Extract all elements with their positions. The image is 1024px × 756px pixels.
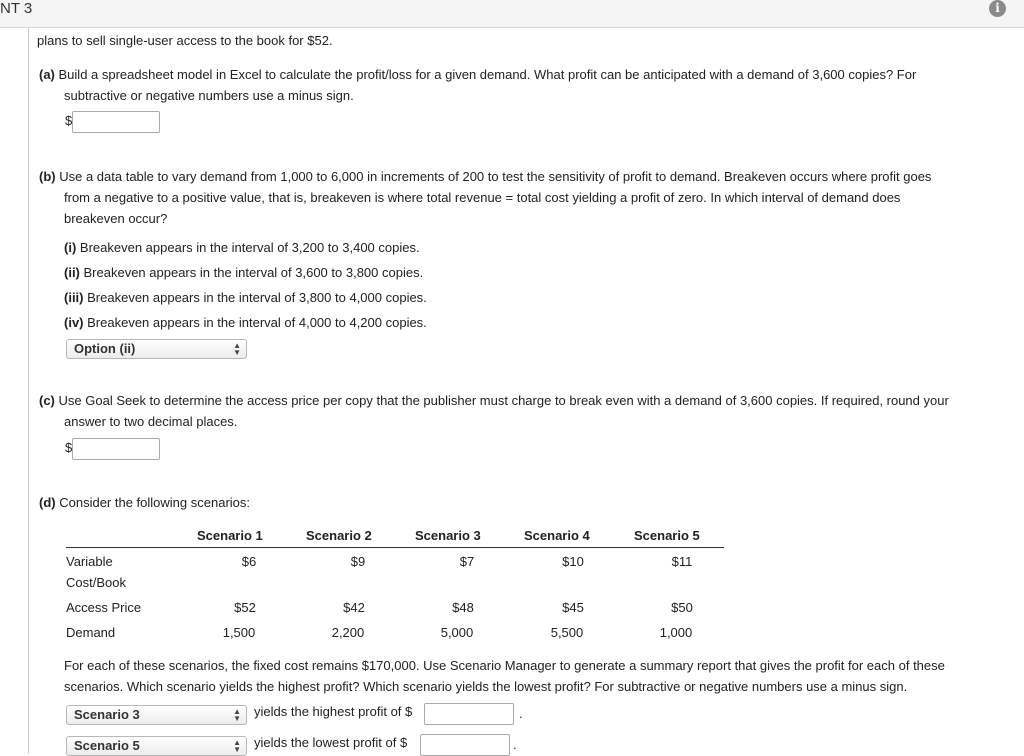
part-a-text1: Build a spreadsheet model in Excel to calculate the profit/loss for a given demand. What profit can be anticipated with a demand of 3,600 copies? For (58, 67, 917, 82)
part-a-line1 (39, 64, 916, 85)
option-ii-text: Breakeven appears in the interval of 3,600 to 3,800 copies. (83, 265, 424, 280)
part-a-currency: $ (65, 113, 73, 128)
table-cell: 5,000 (440, 625, 474, 640)
option-i-label: (i) (64, 240, 77, 255)
select-arrows-icon: ▲ ▼ (233, 707, 241, 723)
table-cell: 2,200 (331, 625, 365, 640)
highest-profit-text: yields the highest profit of $ (254, 704, 413, 719)
info-icon[interactable]: i (989, 0, 1006, 17)
part-c-text2: answer to two decimal places. (64, 414, 238, 429)
part-b-text1: Use a data table to vary demand from 1,000 to 6,000 in increments of 200 to test the sensitivity of profit to demand. Breakeven occurs where profit goes (59, 169, 932, 184)
part-b-option-select[interactable] (66, 339, 247, 359)
part-a-label: (a) (39, 67, 55, 82)
intro-text: plans to sell single-user access to the book for $52. (37, 33, 333, 48)
part-b-selected-value: Option (ii) (74, 341, 136, 356)
part-b-line1 (39, 166, 931, 187)
table-cell: $48 (452, 600, 474, 615)
lowest-scenario-value: Scenario 5 (74, 738, 140, 753)
part-d-intro: Consider the following scenarios: (59, 495, 251, 510)
table-cell: $50 (671, 600, 693, 615)
part-b-label: (b) (39, 169, 56, 184)
option-iv (64, 312, 427, 333)
part-a-text2: subtractive or negative numbers use a minus sign. (64, 88, 354, 103)
part-c-line1 (39, 390, 949, 411)
row-label-demand: Demand (66, 625, 116, 640)
lowest-period: . (513, 737, 517, 752)
part-c-label: (c) (39, 393, 55, 408)
option-iv-label: (iv) (64, 315, 84, 330)
table-header-scenario-3: Scenario 3 (415, 528, 481, 543)
table-header-rule (66, 547, 724, 548)
row-label-variable: Variable (66, 554, 113, 569)
header-title: NT 3 (0, 0, 33, 17)
table-cell: $52 (234, 600, 256, 615)
option-iv-text: Breakeven appears in the interval of 4,000 to 4,200 copies. (87, 315, 427, 330)
highest-scenario-value: Scenario 3 (74, 707, 140, 722)
table-header-scenario-5: Scenario 5 (634, 528, 700, 543)
option-i-text: Breakeven appears in the interval of 3,200 to 3,400 copies. (79, 240, 420, 255)
part-a-answer-input[interactable] (72, 111, 160, 133)
option-iii-label: (iii) (64, 290, 84, 305)
part-c-currency: $ (65, 440, 73, 455)
part-c-answer-input[interactable] (72, 438, 160, 460)
select-arrows-icon: ▲ ▼ (233, 738, 241, 754)
table-header-scenario-2: Scenario 2 (306, 528, 372, 543)
part-b-text3: breakeven occur? (64, 211, 168, 226)
table-cell: 5,500 (550, 625, 584, 640)
row-label-access-price: Access Price (66, 600, 142, 615)
table-cell: $11 (671, 554, 693, 569)
table-header-scenario-4: Scenario 4 (524, 528, 590, 543)
lowest-profit-input[interactable] (420, 734, 510, 756)
highest-profit-input[interactable] (424, 703, 514, 725)
part-d-text2: scenarios. Which scenario yields the highest profit? Which scenario yields the lowest profit? For subtractive or negative numbers use a minus sign. (64, 679, 908, 694)
table-cell: $7 (459, 554, 475, 569)
lowest-scenario-select[interactable] (66, 736, 247, 756)
table-cell: $42 (343, 600, 365, 615)
table-header-scenario-1: Scenario 1 (197, 528, 263, 543)
row-label-cost-book: Cost/Book (66, 575, 126, 590)
part-b-text2: from a negative to a positive value, that is, breakeven is where total revenue = total cost yielding a profit of zero. In which interval of demand does (64, 190, 901, 205)
table-cell: $10 (562, 554, 584, 569)
table-cell: 1,000 (659, 625, 693, 640)
lowest-profit-text: yields the lowest profit of $ (254, 735, 408, 750)
table-cell: $6 (241, 554, 257, 569)
option-iii-text: Breakeven appears in the interval of 3,800 to 4,000 copies. (87, 290, 427, 305)
part-d-label: (d) (39, 495, 56, 510)
option-iii (64, 287, 427, 308)
table-cell: $45 (562, 600, 584, 615)
top-bar (0, 0, 1024, 28)
part-c-text1: Use Goal Seek to determine the access price per copy that the publisher must charge to break even with a demand of 3,600 copies. If required, round your (58, 393, 949, 408)
table-cell: $9 (350, 554, 366, 569)
option-ii (64, 262, 423, 283)
highest-scenario-select[interactable] (66, 705, 247, 725)
highest-period: . (519, 706, 523, 721)
part-d-line1 (39, 492, 250, 513)
table-cell: 1,500 (222, 625, 256, 640)
part-d-text1: For each of these scenarios, the fixed cost remains $170,000. Use Scenario Manager to generate a summary report that gives the profit for each of these (64, 658, 945, 673)
option-i (64, 237, 420, 258)
option-ii-label: (ii) (64, 265, 80, 280)
select-arrows-icon: ▲ ▼ (233, 341, 241, 357)
